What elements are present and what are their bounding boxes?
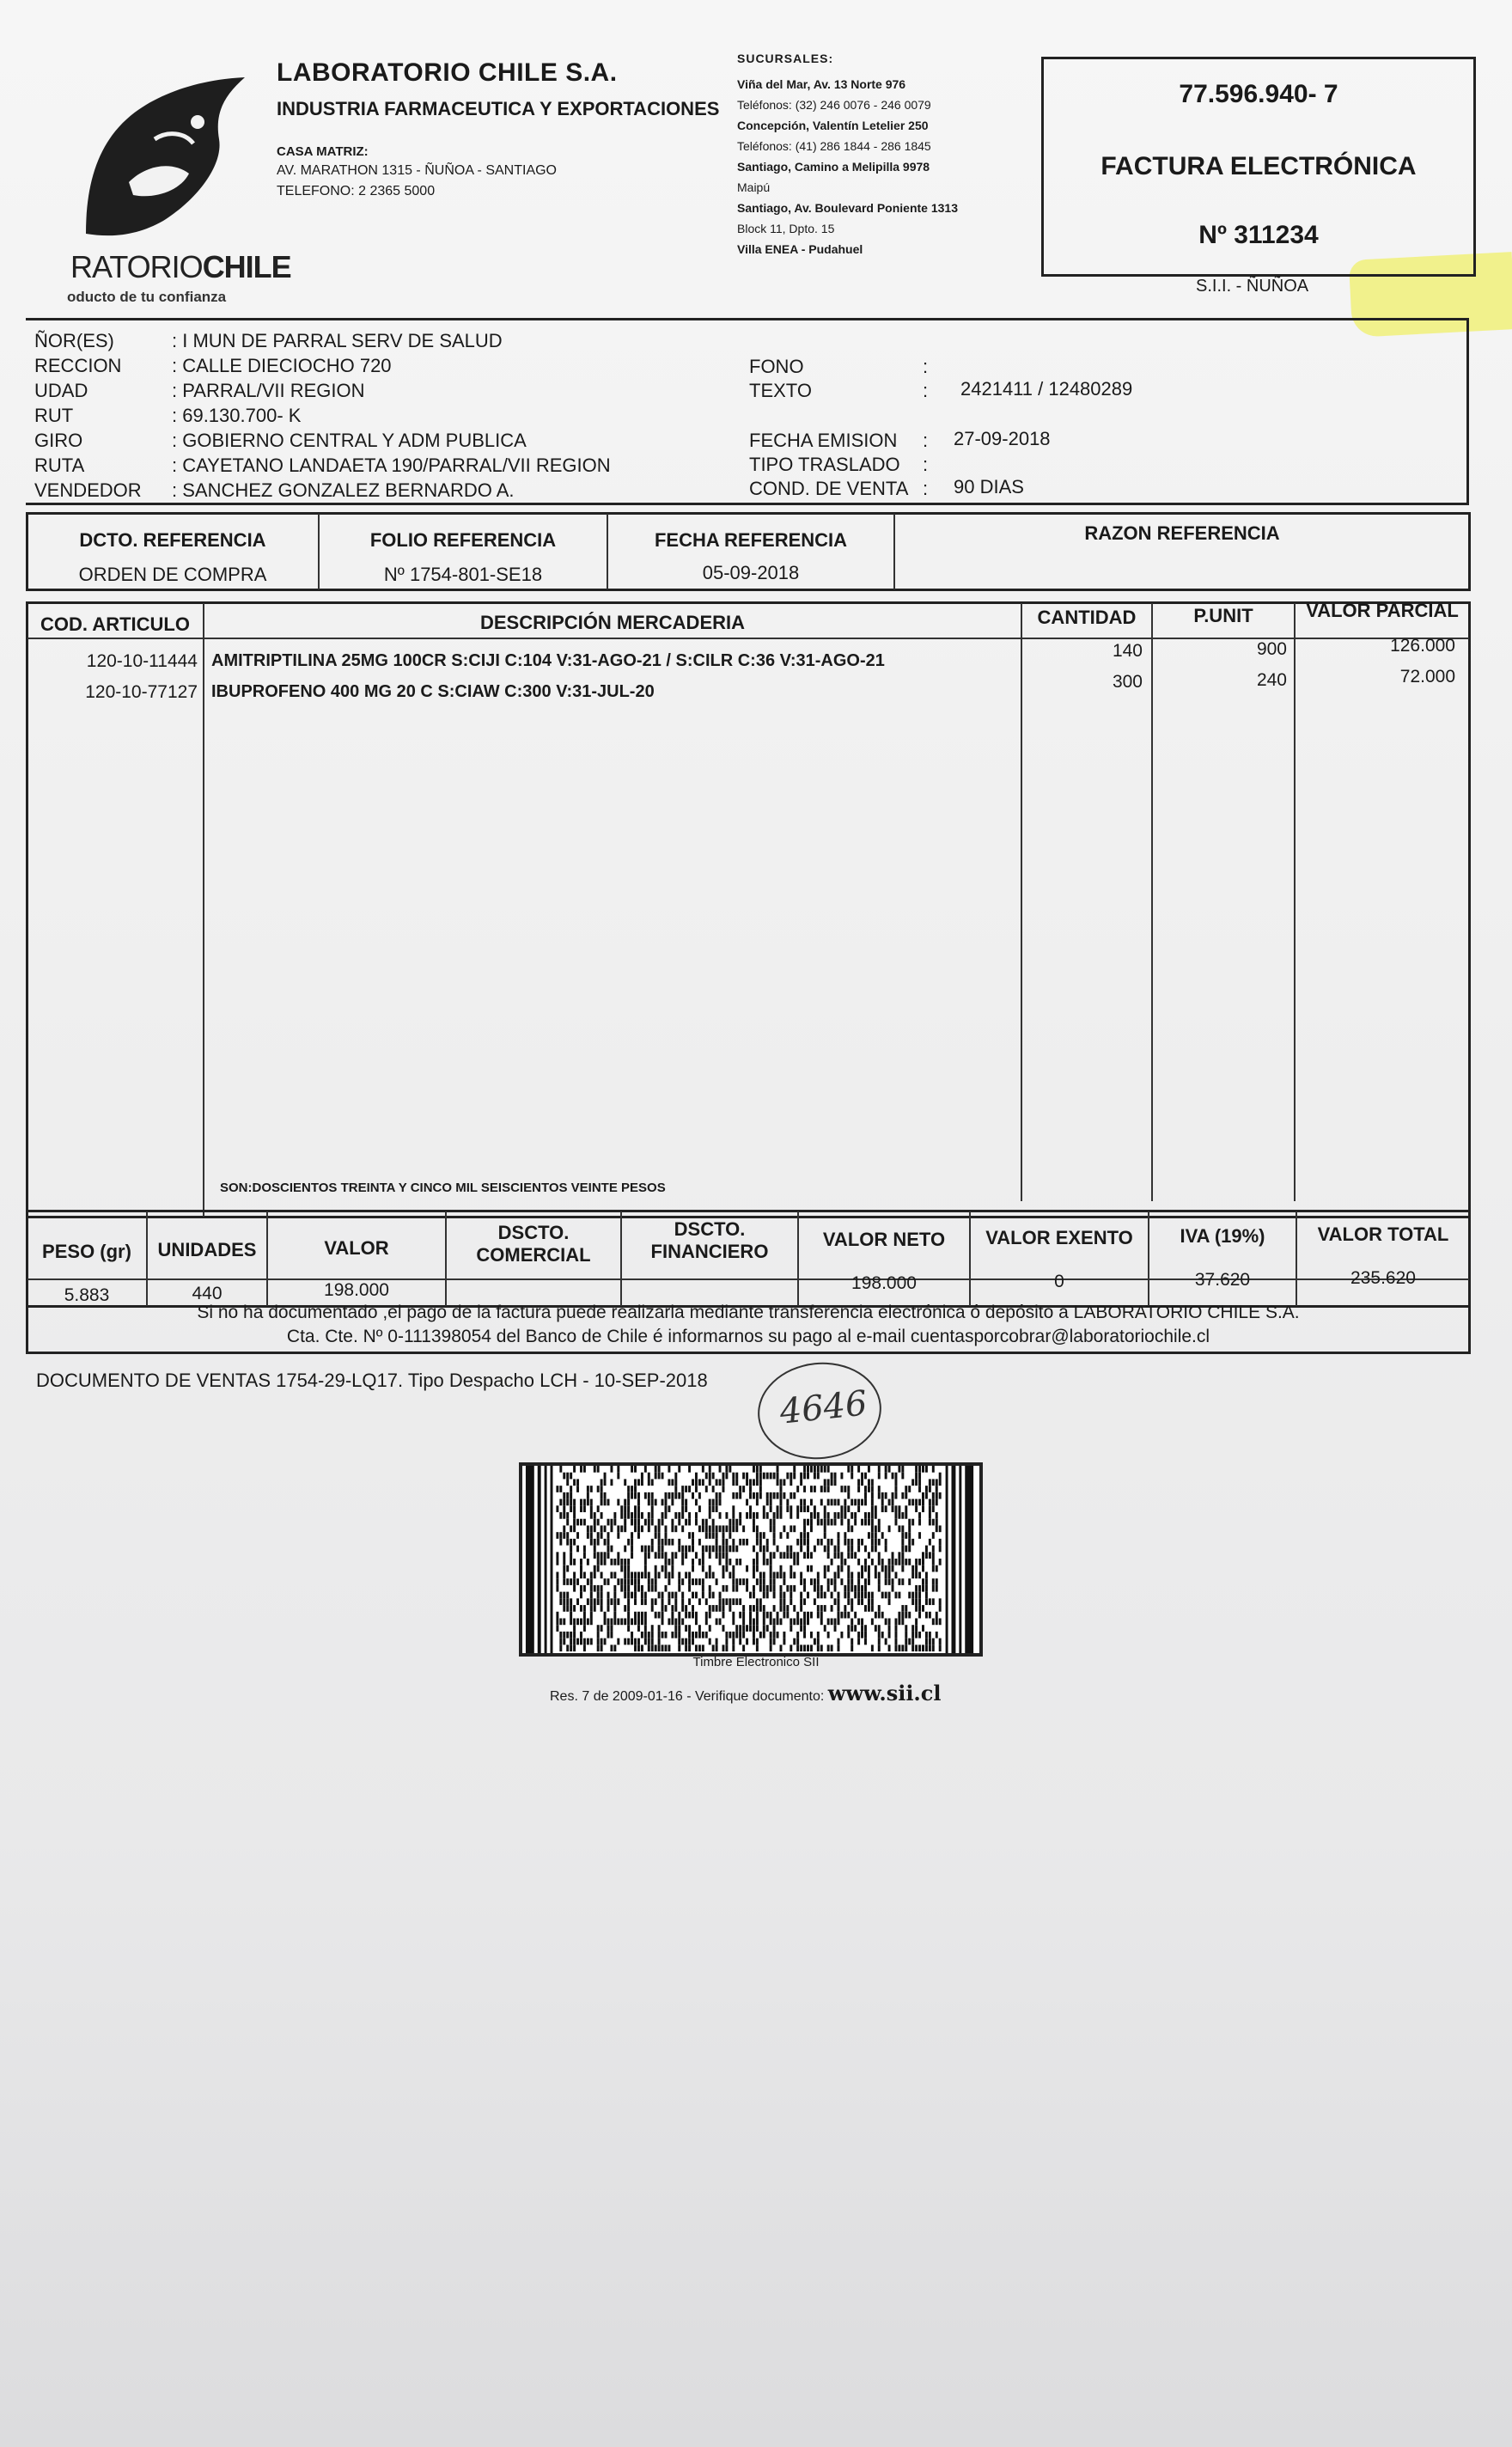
payment-note-line: Si no ha documentado ,el pago de la factura puede realizarla mediante transferencia electrónica ó depósito a LABORATORIO CHILE S.A. bbox=[197, 1303, 1300, 1322]
ref-date: 05-09-2018 bbox=[702, 562, 800, 583]
branch-line: Maipú bbox=[737, 180, 771, 194]
resolution-line bbox=[550, 1681, 942, 1706]
customer-rut: : 69.130.700- K bbox=[172, 405, 302, 426]
company-subtitle: INDUSTRIA FARMACEUTICA Y EXPORTACIONES bbox=[277, 98, 720, 119]
total-iva: 37.620 bbox=[1194, 1270, 1251, 1290]
total-value: 198.000 bbox=[324, 1280, 389, 1300]
document-number: Nº 311234 bbox=[1198, 221, 1319, 249]
divider bbox=[1021, 603, 1022, 1201]
pdf417-barcode-icon bbox=[519, 1462, 983, 1657]
item-description: IBUPROFENO 400 MG 20 C S:CIAW C:300 V:31-JUL-20 bbox=[211, 682, 655, 701]
item-partial-value: 126.000 bbox=[1390, 636, 1455, 656]
totals-header: DSCTO. FINANCIERO bbox=[650, 1218, 769, 1262]
fecha-emision-colon: : bbox=[923, 430, 929, 451]
branch-line: Santiago, Camino a Melipilla 9978 bbox=[737, 160, 930, 174]
company-logo-icon bbox=[69, 70, 249, 242]
ref-header: FECHA REFERENCIA bbox=[654, 529, 848, 551]
divider bbox=[1294, 603, 1296, 1201]
item-description: AMITRIPTILINA 25MG 100CR S:CIJI C:104 V:31-AGO-21 / S:CILR C:36 V:31-AGO-21 bbox=[211, 651, 885, 670]
divider bbox=[1151, 603, 1153, 1201]
customer-label: GIRO bbox=[34, 430, 83, 451]
branch-line: Concepción, Valentín Letelier 250 bbox=[737, 119, 929, 132]
stamp-label: Timbre Electronico SII bbox=[692, 1655, 820, 1669]
cond-venta-label: COND. DE VENTA bbox=[749, 478, 909, 499]
issuer-rut: 77.596.940- 7 bbox=[1179, 80, 1338, 108]
fecha-emision-value: 27-09-2018 bbox=[954, 428, 1051, 449]
customer-city: : PARRAL/VII REGION bbox=[172, 380, 365, 401]
ref-header: RAZON REFERENCIA bbox=[1084, 522, 1280, 544]
amount-in-words: SON:DOSCIENTOS TREINTA Y CINCO MIL SEISCIENTOS VEINTE PESOS bbox=[220, 1181, 666, 1195]
col-header-code: COD. ARTICULO bbox=[40, 613, 190, 635]
sii-office: S.I.I. - ÑUÑOA bbox=[1196, 277, 1309, 296]
cond-venta-value: 90 DIAS bbox=[954, 476, 1024, 497]
totals-header: UNIDADES bbox=[157, 1239, 257, 1260]
customer-label: VENDEDOR bbox=[34, 479, 142, 501]
col-header-unit-price: P.UNIT bbox=[1193, 605, 1253, 626]
logo-tagline: oducto de tu confianza bbox=[67, 289, 227, 305]
col-header-quantity: CANTIDAD bbox=[1037, 607, 1137, 628]
item-unit-price: 240 bbox=[1256, 670, 1287, 690]
customer-address: : CALLE DIECIOCHO 720 bbox=[172, 355, 392, 376]
customer-label: RECCION bbox=[34, 355, 122, 376]
totals-header: IVA (19%) bbox=[1180, 1225, 1265, 1247]
totals-header: VALOR bbox=[324, 1237, 389, 1259]
customer-name: : I MUN DE PARRAL SERV DE SALUD bbox=[172, 330, 503, 351]
document-type: FACTURA ELECTRÓNICA bbox=[1100, 152, 1417, 180]
cond-venta-colon: : bbox=[923, 478, 929, 499]
ref-header: FOLIO REFERENCIA bbox=[369, 529, 557, 551]
fecha-emision-label: FECHA EMISION bbox=[749, 430, 898, 451]
customer-label: ÑOR(ES) bbox=[34, 330, 114, 351]
resolution-text: Res. 7 de 2009-01-16 - Verifique documento: bbox=[550, 1689, 825, 1704]
sii-url: www.sii.cl bbox=[827, 1681, 942, 1706]
col-header-partial: VALOR PARCIAL bbox=[1306, 600, 1459, 621]
texto-value: 2421411 / 12480289 bbox=[960, 378, 1133, 400]
customer-label: RUTA bbox=[34, 455, 85, 476]
total-net-value: 198.000 bbox=[851, 1273, 917, 1293]
branch-line: Teléfonos: (32) 246 0076 - 246 0079 bbox=[737, 98, 931, 112]
totals-header: VALOR EXENTO bbox=[985, 1227, 1133, 1248]
head-office-phone: TELEFONO: 2 2365 5000 bbox=[277, 184, 436, 198]
ref-folio: Nº 1754-801-SE18 bbox=[383, 564, 543, 585]
tipo-traslado-colon: : bbox=[923, 454, 929, 475]
item-partial-value: 72.000 bbox=[1399, 667, 1455, 687]
branches-title: SUCURSALES: bbox=[737, 52, 834, 65]
texto-colon: : bbox=[923, 380, 929, 401]
branch-line: Teléfonos: (41) 286 1844 - 286 1845 bbox=[737, 139, 931, 153]
totals-header: VALOR NETO bbox=[822, 1229, 946, 1250]
customer-label: UDAD bbox=[34, 380, 88, 401]
branch-line: Viña del Mar, Av. 13 Norte 976 bbox=[737, 77, 906, 91]
item-quantity: 140 bbox=[1112, 641, 1143, 661]
fono-colon: : bbox=[923, 356, 929, 377]
customer-seller: : SANCHEZ GONZALEZ BERNARDO A. bbox=[172, 479, 515, 501]
handwritten-note bbox=[753, 1357, 887, 1465]
branch-line: Villa ENEA - Pudahuel bbox=[737, 242, 863, 256]
total-weight: 5.883 bbox=[64, 1285, 110, 1305]
head-office-label: CASA MATRIZ: bbox=[277, 144, 369, 159]
divider bbox=[203, 603, 204, 1217]
ref-header: DCTO. REFERENCIA bbox=[79, 529, 266, 551]
item-unit-price: 900 bbox=[1256, 639, 1287, 659]
customer-business: : GOBIERNO CENTRAL Y ADM PUBLICA bbox=[172, 430, 527, 451]
tipo-traslado-label: TIPO TRASLADO bbox=[749, 454, 900, 475]
sales-document-line: DOCUMENTO DE VENTAS 1754-29-LQ17. Tipo Despacho LCH - 10-SEP-2018 bbox=[36, 1370, 708, 1391]
payment-note-line: Cta. Cte. Nº 0-111398054 del Banco de Chile é informarnos su pago al e-mail cuentasporcobrar@laboratoriochile.cl bbox=[286, 1327, 1210, 1346]
ref-doc-type: ORDEN DE COMPRA bbox=[78, 564, 267, 585]
total-exempt-value: 0 bbox=[1054, 1272, 1064, 1291]
head-office-address: AV. MARATHON 1315 - ÑUÑOA - SANTIAGO bbox=[277, 163, 557, 178]
texto-label: TEXTO bbox=[749, 380, 812, 401]
branch-line: Santiago, Av. Boulevard Poniente 1313 bbox=[737, 201, 958, 215]
fono-label: FONO bbox=[749, 356, 804, 377]
company-name: LABORATORIO CHILE S.A. bbox=[277, 58, 618, 87]
logo-wordmark: RATORIOCHILE bbox=[70, 249, 291, 284]
customer-route: : CAYETANO LANDAETA 190/PARRAL/VII REGION bbox=[172, 455, 611, 476]
totals-header: PESO (gr) bbox=[42, 1241, 131, 1262]
item-code: 120-10-11444 bbox=[86, 651, 198, 671]
item-code: 120-10-77127 bbox=[85, 682, 198, 702]
document-id-box bbox=[1041, 57, 1476, 277]
customer-label: RUT bbox=[34, 405, 74, 426]
item-quantity: 300 bbox=[1112, 672, 1143, 692]
total-grand: 235.620 bbox=[1350, 1268, 1416, 1288]
total-units: 440 bbox=[192, 1284, 223, 1303]
handwritten-number: 4646 bbox=[777, 1383, 869, 1432]
totals-header: VALOR TOTAL bbox=[1317, 1224, 1449, 1245]
branch-line: Block 11, Dpto. 15 bbox=[737, 222, 835, 235]
col-header-description: DESCRIPCIÓN MERCADERIA bbox=[479, 612, 746, 633]
totals-header: DSCTO. COMERCIAL bbox=[476, 1222, 591, 1266]
